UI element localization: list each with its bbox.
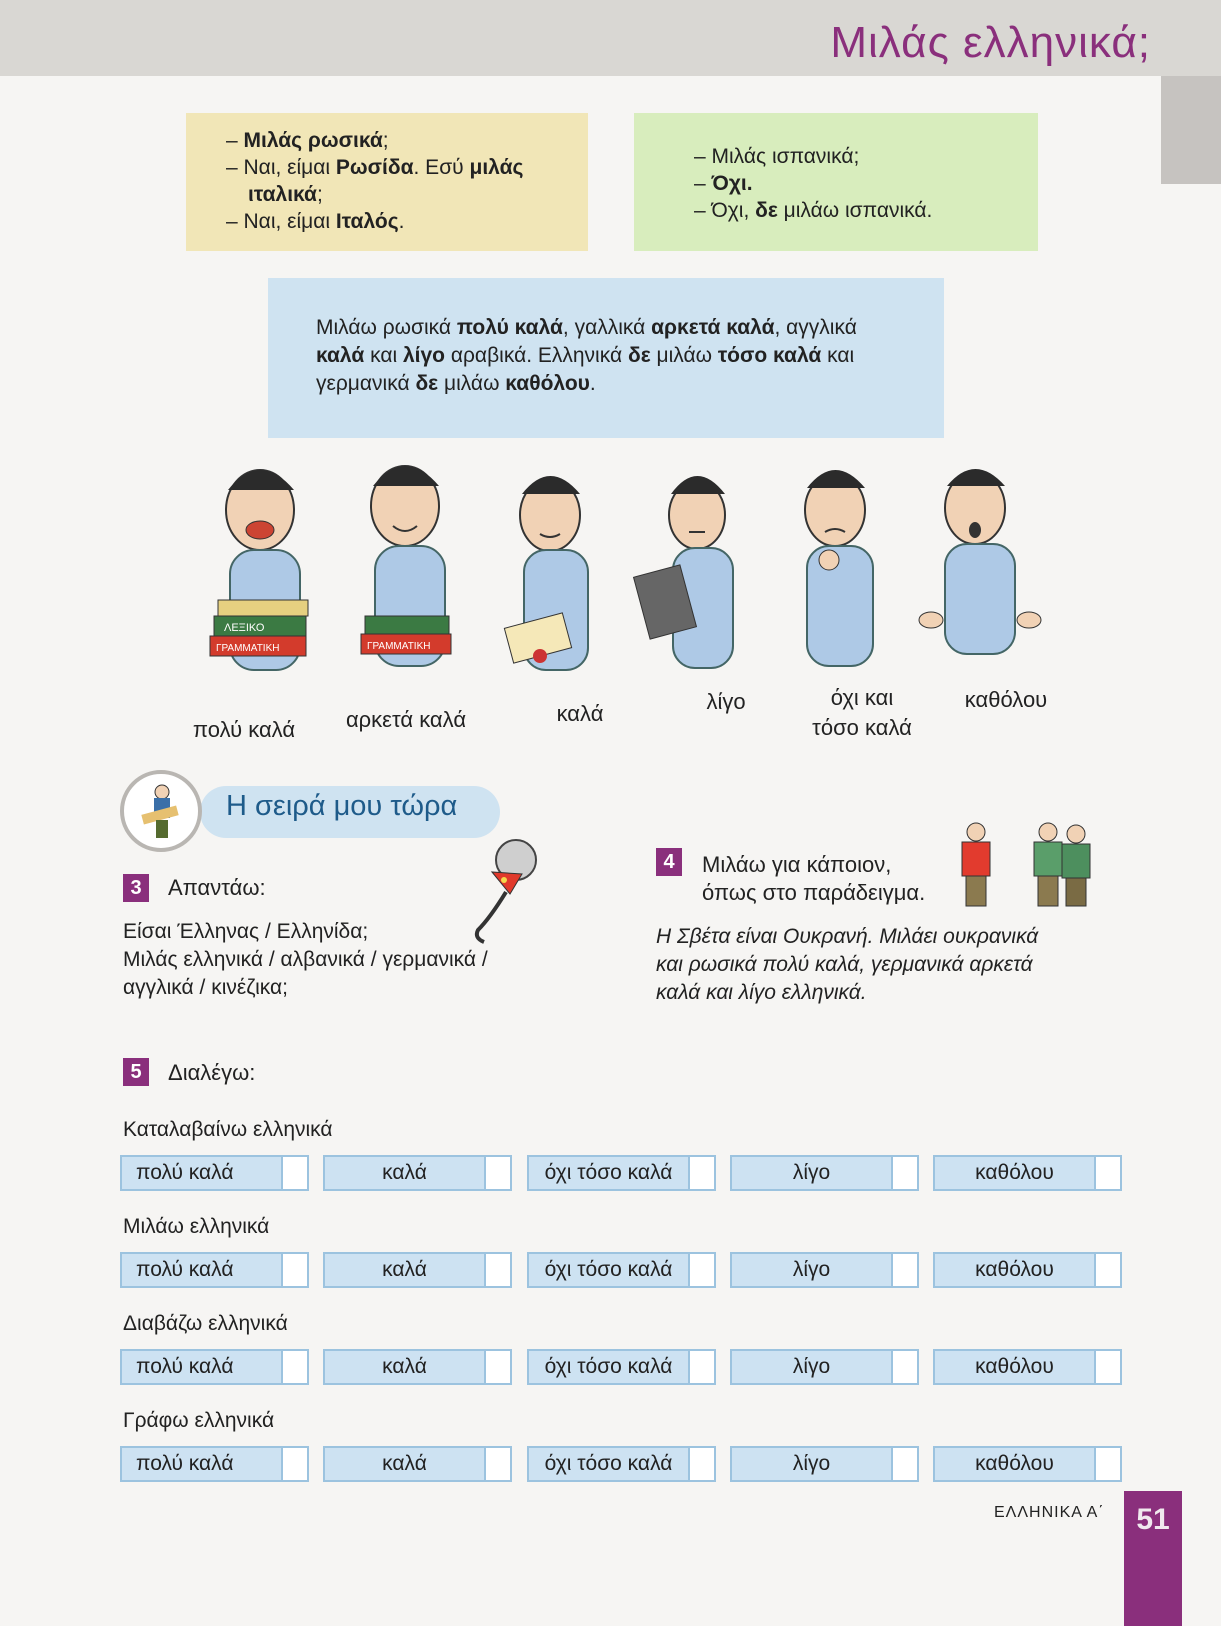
box-bold: λίγο bbox=[402, 344, 446, 367]
dialog-bold: Ιταλός bbox=[335, 210, 399, 233]
exercise-heading: Διαλέγω: bbox=[168, 1060, 256, 1085]
option-text: όχι τόσο καλά bbox=[527, 1349, 688, 1385]
box-text: αραβικά. Ελληνικά bbox=[445, 344, 628, 367]
box-text: μιλάω bbox=[438, 372, 506, 395]
option-not-so-well[interactable] bbox=[527, 1349, 716, 1385]
dialog-text: μιλάω ισπανικά. bbox=[777, 199, 933, 222]
box-text: Μιλάω ρωσικά bbox=[316, 316, 457, 339]
side-band bbox=[1161, 76, 1221, 184]
box-bold: πολύ καλά bbox=[456, 316, 563, 339]
option-text: λίγο bbox=[730, 1252, 891, 1288]
exercise-text-line: Μιλάς ελληνικά / αλβανικά / γερμανικά / bbox=[123, 948, 488, 971]
figure-label: όχι και bbox=[830, 685, 894, 710]
exercise-number: 3 bbox=[123, 874, 149, 902]
option-text: καθόλου bbox=[933, 1155, 1094, 1191]
option-well[interactable] bbox=[323, 1252, 512, 1288]
box-text: γερμανικά bbox=[316, 372, 416, 395]
option-checkbox[interactable] bbox=[688, 1349, 716, 1385]
option-checkbox[interactable] bbox=[281, 1155, 309, 1191]
box-text: . bbox=[589, 372, 596, 395]
boy-figure-little bbox=[634, 476, 733, 668]
option-not-so-well[interactable] bbox=[527, 1155, 716, 1191]
option-checkbox[interactable] bbox=[281, 1252, 309, 1288]
dialog-text: – Ναι, είμαι bbox=[226, 210, 336, 233]
box-bold: αρκετά καλά bbox=[651, 316, 775, 339]
dialog-bold: Όχι. bbox=[711, 172, 753, 195]
boy-figure-very-well bbox=[210, 470, 308, 670]
dialog-bold: ιταλικά bbox=[248, 183, 317, 206]
dialog-text: ; bbox=[382, 129, 389, 152]
option-little[interactable] bbox=[730, 1155, 919, 1191]
option-text: λίγο bbox=[730, 1349, 891, 1385]
option-little[interactable] bbox=[730, 1446, 919, 1482]
dialog-card-yellow bbox=[186, 113, 588, 251]
option-text: πολύ καλά bbox=[120, 1252, 281, 1288]
page-number: 51 bbox=[1124, 1491, 1182, 1626]
microphone-icon bbox=[470, 834, 550, 946]
box-text: και bbox=[364, 344, 403, 367]
book-title: ΕΛΛΗΝΙΚΑ Α΄ bbox=[994, 1504, 1105, 1521]
option-not-at-all[interactable] bbox=[933, 1252, 1122, 1288]
exercise-text-line: Είσαι Έλληνας / Ελληνίδα; bbox=[123, 920, 369, 943]
box-text: μιλάω bbox=[650, 344, 718, 367]
option-text: λίγο bbox=[730, 1446, 891, 1482]
exercise-text-line: καλά και λίγο ελληνικά. bbox=[656, 981, 867, 1004]
option-text: πολύ καλά bbox=[120, 1446, 281, 1482]
option-little[interactable] bbox=[730, 1252, 919, 1288]
option-little[interactable] bbox=[730, 1349, 919, 1385]
option-text: όχι τόσο καλά bbox=[527, 1446, 688, 1482]
option-checkbox[interactable] bbox=[688, 1446, 716, 1482]
option-text: πολύ καλά bbox=[120, 1349, 281, 1385]
option-very-well[interactable] bbox=[120, 1252, 309, 1288]
option-well[interactable] bbox=[323, 1155, 512, 1191]
option-text: καλά bbox=[323, 1252, 484, 1288]
boy-figure-not-so-well bbox=[805, 470, 873, 666]
option-text: καλά bbox=[323, 1155, 484, 1191]
figure-label: τόσο καλά bbox=[812, 715, 912, 740]
dialog-bold: μιλάς bbox=[469, 156, 524, 179]
option-checkbox[interactable] bbox=[484, 1252, 512, 1288]
option-text: καλά bbox=[323, 1349, 484, 1385]
option-checkbox[interactable] bbox=[1094, 1252, 1122, 1288]
dialog-bold: Ρωσίδα bbox=[335, 156, 414, 179]
exercise-number: 4 bbox=[656, 848, 682, 876]
dialog-text: – Ναι, είμαι bbox=[226, 156, 336, 179]
exercise-text-line: Η Σβέτα είναι Ουκρανή. Μιλάει ουκρανικά bbox=[656, 925, 1039, 948]
option-checkbox[interactable] bbox=[484, 1155, 512, 1191]
page-title: Μιλάς ελληνικά; bbox=[830, 18, 1151, 67]
option-checkbox[interactable] bbox=[484, 1349, 512, 1385]
option-checkbox[interactable] bbox=[1094, 1155, 1122, 1191]
exercise-number: 5 bbox=[123, 1058, 149, 1086]
option-not-at-all[interactable] bbox=[933, 1155, 1122, 1191]
book-label: ΓΡΑΜΜΑΤΙΚΗ bbox=[367, 641, 431, 652]
option-text: λίγο bbox=[730, 1155, 891, 1191]
box-bold: καθόλου bbox=[505, 372, 590, 395]
dialog-text: . bbox=[398, 210, 405, 233]
figure-label: καλά bbox=[556, 701, 604, 726]
option-text: όχι τόσο καλά bbox=[527, 1252, 688, 1288]
option-checkbox[interactable] bbox=[688, 1252, 716, 1288]
boy-figure-well bbox=[504, 476, 588, 670]
option-checkbox[interactable] bbox=[1094, 1349, 1122, 1385]
book-label: ΛΕΞΙΚΟ bbox=[224, 622, 265, 634]
option-very-well[interactable] bbox=[120, 1155, 309, 1191]
option-checkbox[interactable] bbox=[688, 1155, 716, 1191]
row-label: Διαβάζω ελληνικά bbox=[123, 1312, 288, 1335]
option-well[interactable] bbox=[323, 1446, 512, 1482]
leapfrog-icon bbox=[124, 774, 198, 848]
box-text: , αγγλικά bbox=[774, 316, 857, 339]
section-icon-circle bbox=[120, 770, 202, 852]
exercise-heading: όπως στο παράδειγμα. bbox=[702, 880, 926, 905]
option-checkbox[interactable] bbox=[1094, 1446, 1122, 1482]
dialog-text: – bbox=[694, 172, 712, 195]
option-text: καθόλου bbox=[933, 1349, 1094, 1385]
box-bold: δε bbox=[415, 372, 439, 395]
option-well[interactable] bbox=[323, 1349, 512, 1385]
dialog-card-green bbox=[634, 113, 1038, 251]
option-not-at-all[interactable] bbox=[933, 1446, 1122, 1482]
option-text: όχι τόσο καλά bbox=[527, 1155, 688, 1191]
dialog-bold: Μιλάς ρωσικά bbox=[243, 129, 383, 152]
exercise-text-line: αγγλικά / κινέζικα; bbox=[123, 976, 288, 999]
boy-figures-illustration bbox=[180, 450, 1100, 700]
option-very-well[interactable] bbox=[120, 1349, 309, 1385]
option-not-at-all[interactable] bbox=[933, 1349, 1122, 1385]
option-very-well[interactable] bbox=[120, 1446, 309, 1482]
option-text: καθόλου bbox=[933, 1446, 1094, 1482]
option-checkbox[interactable] bbox=[891, 1252, 919, 1288]
people-talking-icon bbox=[952, 818, 1102, 910]
row-label: Γράφω ελληνικά bbox=[123, 1409, 275, 1432]
option-not-so-well[interactable] bbox=[527, 1446, 716, 1482]
dialog-text: . Εσύ bbox=[413, 156, 470, 179]
option-checkbox[interactable] bbox=[281, 1446, 309, 1482]
box-bold: τόσο καλά bbox=[717, 344, 822, 367]
option-checkbox[interactable] bbox=[281, 1349, 309, 1385]
book-label: ΓΡΑΜΜΑΤΙΚΗ bbox=[216, 643, 280, 654]
option-checkbox[interactable] bbox=[891, 1446, 919, 1482]
option-checkbox[interactable] bbox=[484, 1446, 512, 1482]
dialog-text: – Μιλάς ισπανικά; bbox=[694, 145, 860, 168]
option-checkbox[interactable] bbox=[891, 1349, 919, 1385]
option-checkbox[interactable] bbox=[891, 1155, 919, 1191]
figure-label: αρκετά καλά bbox=[345, 707, 467, 732]
figure-label: λίγο bbox=[706, 689, 746, 714]
dialog-bold: δε bbox=[755, 199, 778, 222]
figure-label: καθόλου bbox=[964, 687, 1048, 712]
box-bold: δε bbox=[627, 344, 651, 367]
exercise-heading: Απαντάω: bbox=[168, 875, 266, 900]
box-text: , γαλλικά bbox=[562, 316, 652, 339]
box-bold: καλά bbox=[316, 344, 365, 367]
dialog-text: – bbox=[226, 129, 244, 152]
option-text: καλά bbox=[323, 1446, 484, 1482]
row-label: Καταλαβαίνω ελληνικά bbox=[123, 1118, 333, 1141]
option-not-so-well[interactable] bbox=[527, 1252, 716, 1288]
dialog-text: ; bbox=[316, 183, 323, 206]
option-text: καθόλου bbox=[933, 1252, 1094, 1288]
exercise-text-line: και ρωσικά πολύ καλά, γερμανικά αρκετά bbox=[656, 953, 1033, 976]
boy-figure-quite-well bbox=[361, 466, 451, 666]
box-text: και bbox=[821, 344, 855, 367]
row-label: Μιλάω ελληνικά bbox=[123, 1215, 270, 1238]
boy-figure-not-at-all bbox=[919, 469, 1041, 654]
dialog-text: – Όχι, bbox=[694, 199, 756, 222]
figure-label: πολύ καλά bbox=[192, 717, 296, 742]
section-title: Η σειρά μου τώρα bbox=[226, 790, 458, 822]
example-box-blue bbox=[268, 278, 944, 438]
option-text: πολύ καλά bbox=[120, 1155, 281, 1191]
exercise-heading: Μιλάω για κάποιον, bbox=[702, 852, 892, 877]
